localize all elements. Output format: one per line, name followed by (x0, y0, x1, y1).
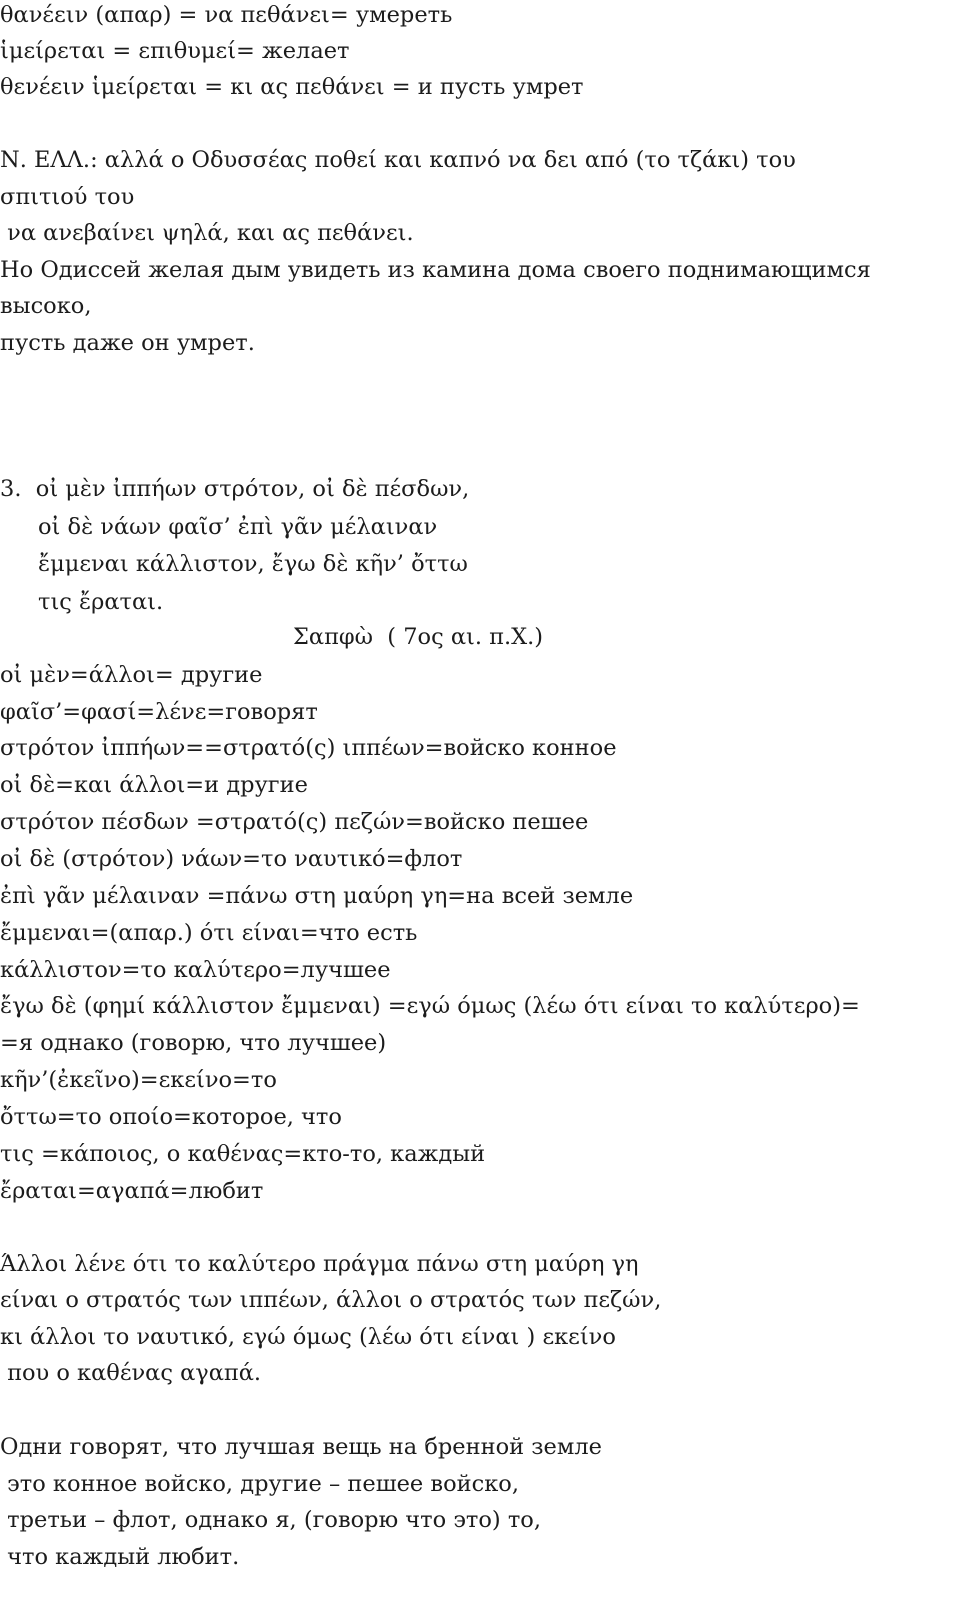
poem-line: οἰ δὲ νάων φαῖσ’ ἐπὶ γᾶν μέλαιναν (38, 514, 438, 540)
glossary-line: στρότον ἰππήων==στρατό(ς) ιππέων=войско конное (0, 735, 617, 761)
poem-line: 3. οἰ μὲν ἰππήων στρότον, οἰ δὲ πέσδων, (0, 476, 470, 502)
translation-line: Ν. ΕΛΛ.: αλλά ο Οδυσσέας ποθεί και καπνό να δει από (το τζάκι) του (0, 147, 796, 173)
translation-line: высоко, (0, 293, 92, 319)
russian-translation-line: Одни говорят, что лучшая вещь на бренной земле (0, 1434, 602, 1460)
russian-translation-line: что каждый любит. (0, 1544, 240, 1570)
gloss-line: ἱμείρεται = επιθυμεί= желает (0, 38, 350, 64)
translation-line: Но Одиссей желая дым увидеть из камина дома своего поднимающимся (0, 257, 871, 283)
glossary-line: κῆν’(ἐκεῖνο)=εκείνο=то (0, 1067, 277, 1093)
translation-line: να ανεβαίνει ψηλά, και ας πεθάνει. (0, 220, 414, 246)
glossary-line: κάλλιστον=το καλύτερο=лучшее (0, 957, 391, 983)
glossary-line: οἰ δὲ=και άλλοι=и другие (0, 772, 308, 798)
greek-translation-line: είναι ο στρατός των ιππέων, άλλοι ο στρατός των πεζών, (0, 1287, 662, 1313)
poem-line: ἔμμεναι κάλλιστον, ἔγω δὲ κῆν’ ὄττω (38, 551, 468, 577)
translation-line: σπιτιού του (0, 184, 135, 210)
greek-translation-line: Άλλοι λένε ότι το καλύτερο πράγμα πάνω στη μαύρη γη (0, 1251, 639, 1277)
poem-line: τις ἔραται. (38, 589, 164, 615)
glossary-line: οἰ μὲν=άλλοι= другие (0, 662, 263, 688)
glossary-line: οἰ δὲ (στρότον) νάων=το ναυτικό=флот (0, 846, 463, 872)
gloss-line: θανέειν (απαρ) = να πεθάνει= умереть (0, 2, 453, 28)
russian-translation-line: третьи – флот, однако я, (говорю что это) то, (0, 1507, 541, 1533)
russian-translation-line: это конное войско, другие – пешее войско, (0, 1471, 519, 1497)
glossary-line: =я однако (говорю, что лучшее) (0, 1030, 387, 1056)
glossary-line: ἔραται=αγαπά=любит (0, 1178, 264, 1204)
glossary-line: στρότον πέσδων =στρατό(ς) πεζών=войско пешее (0, 809, 589, 835)
poem-author: Σαπφὼ ( 7ος αι. π.Χ.) (293, 624, 544, 650)
glossary-line: φαῖσ’=φασί=λένε=говорят (0, 699, 318, 725)
glossary-line: ἐπὶ γᾶν μέλαιναν =πάνω στη μαύρη γη=на всей земле (0, 883, 634, 909)
translation-line: пусть даже он умрет. (0, 330, 255, 356)
glossary-line: ὄττω=το οποίο=которое, что (0, 1104, 342, 1130)
glossary-line: ἔγω δὲ (φημί κάλλιστον ἔμμεναι) =εγώ όμως (λέω ότι είναι το καλύτερο)= (0, 993, 860, 1019)
glossary-line: τις =κάποιος, ο καθένας=кто-то, каждый (0, 1141, 486, 1167)
glossary-line: ἔμμεναι=(απαρ.) ότι είναι=что есть (0, 920, 418, 946)
greek-translation-line: που ο καθένας αγαπά. (0, 1360, 262, 1386)
gloss-line: θενέειν ἱμείρεται = κι ας πεθάνει = и пусть умрет (0, 74, 584, 100)
greek-translation-line: κι άλλοι το ναυτικό, εγώ όμως (λέω ότι είναι ) εκείνο (0, 1324, 616, 1350)
